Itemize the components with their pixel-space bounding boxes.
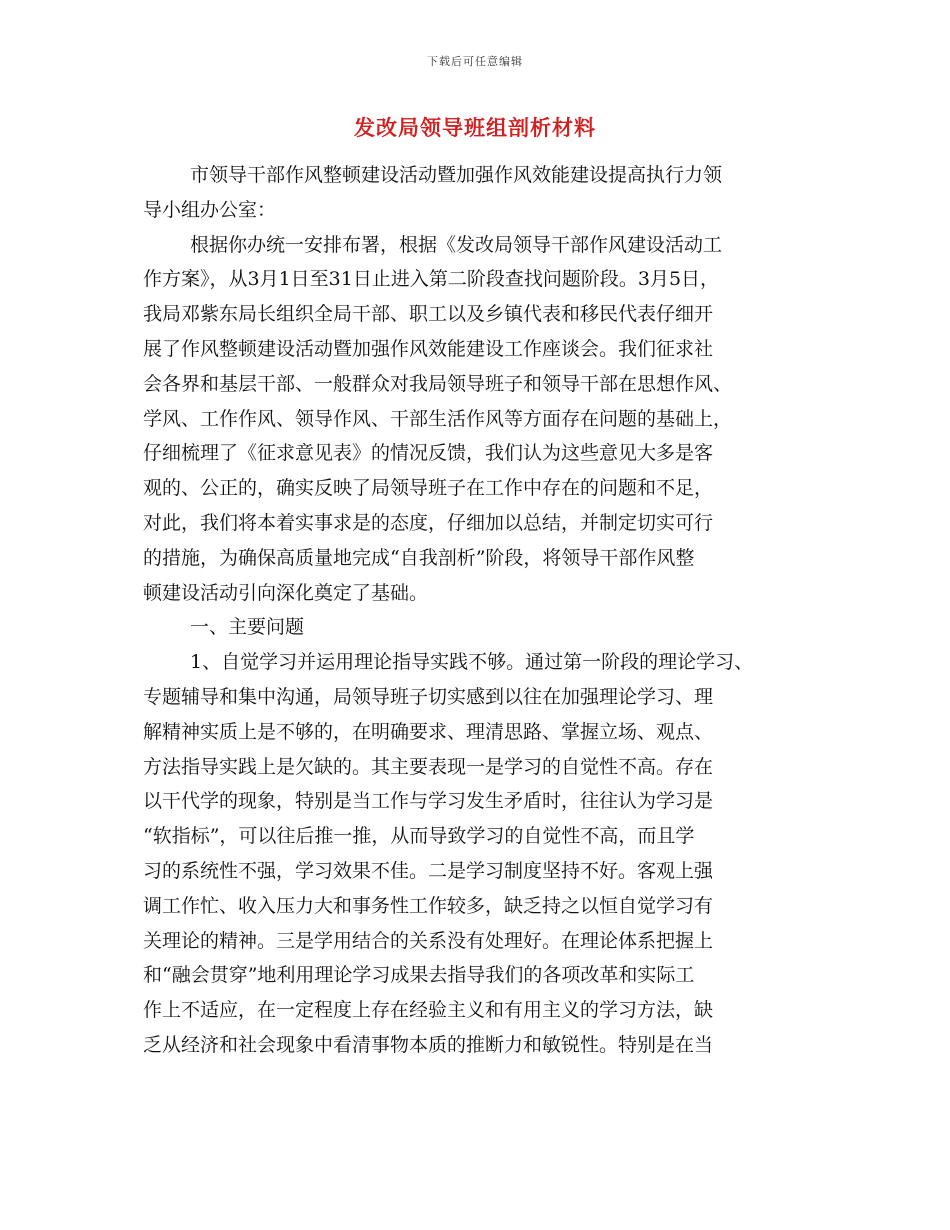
text-line: 根据你办统一安排布署，根据《发改局领导干部作风建设活动工 (190, 233, 723, 256)
text-line: 顿建设活动引向深化奠定了基础。 (143, 581, 429, 604)
text-line: 乏从经济和社会现象中看清事物本质的推断力和敏锐性。特别是在当 (143, 1033, 714, 1056)
text-line: 观的、公正的，确实反映了局领导班子在工作中存在的问题和不足， (143, 477, 714, 500)
text-line: 对此，我们将本着实事求是的态度，仔细加以总结，并制定切实可行 (143, 511, 714, 534)
text-line: 导小组办公室： (143, 198, 277, 221)
text-line: 的措施，为确保高质量地完成“自我剖析”阶段，将领导干部作风整 (143, 546, 695, 569)
text-line: “软指标”，可以往后推一推，从而导致学习的自觉性不高，而且学 (143, 825, 695, 848)
section-heading: 一、主要问题 (190, 616, 305, 639)
text-line: 我局邓紫东局长组织全局干部、职工以及乡镇代表和移民代表仔细开 (143, 303, 714, 326)
text-line: 调工作忙、收入压力大和事务性工作较多，缺乏持之以恒自觉学习有 (143, 894, 714, 917)
text-line: 仔细梳理了《征求意见表》的情况反馈，我们认为这些意见大多是客 (143, 442, 714, 465)
text-line: 会各界和基层干部、一般群众对我局领导班子和领导干部在思想作风、 (143, 372, 733, 395)
document-title: 发改局领导班组剖析材料 (354, 115, 596, 140)
text-line: 作方案》，从3月1日至31日止进入第二阶段查找问题阶段。3月5日， (143, 268, 720, 291)
header-note: 下载后可任意编辑 (427, 55, 523, 68)
text-line: 关理论的精神。三是学用结合的关系没有处理好。在理论体系把握上 (143, 929, 714, 952)
text-line: 和“融会贯穿”地利用理论学习成果去指导我们的各项改革和实际工 (143, 964, 695, 987)
text-line: 市领导干部作风整顿建设活动暨加强作风效能建设提高执行力领 (190, 164, 723, 186)
text-line: 学风、工作作风、领导作风、干部生活作风等方面存在问题的基础上， (143, 407, 733, 430)
text-line: 方法指导实践上是欠缺的。其主要表现一是学习的自觉性不高。存在 (143, 755, 714, 778)
text-line: 习的系统性不强，学习效果不佳。二是学习制度坚持不好。客观上强 (143, 859, 714, 882)
text-line: 1、自觉学习并运用理论指导实践不够。通过第一阶段的理论学习、 (190, 651, 754, 674)
document-body (143, 158, 833, 1063)
text-line: 解精神实质上是不够的，在明确要求、理清思路、掌握立场、观点、 (143, 720, 714, 743)
text-line: 以干代学的现象，特别是当工作与学习发生矛盾时，往往认为学习是 (143, 790, 714, 813)
text-line: 专题辅导和集中沟通，局领导班子切实感到以往在加强理论学习、理 (143, 685, 714, 708)
text-line: 作上不适应，在一定程度上存在经验主义和有用主义的学习方法，缺 (143, 999, 714, 1022)
text-line: 展了作风整顿建设活动暨加强作风效能建设工作座谈会。我们征求社 (143, 337, 714, 360)
